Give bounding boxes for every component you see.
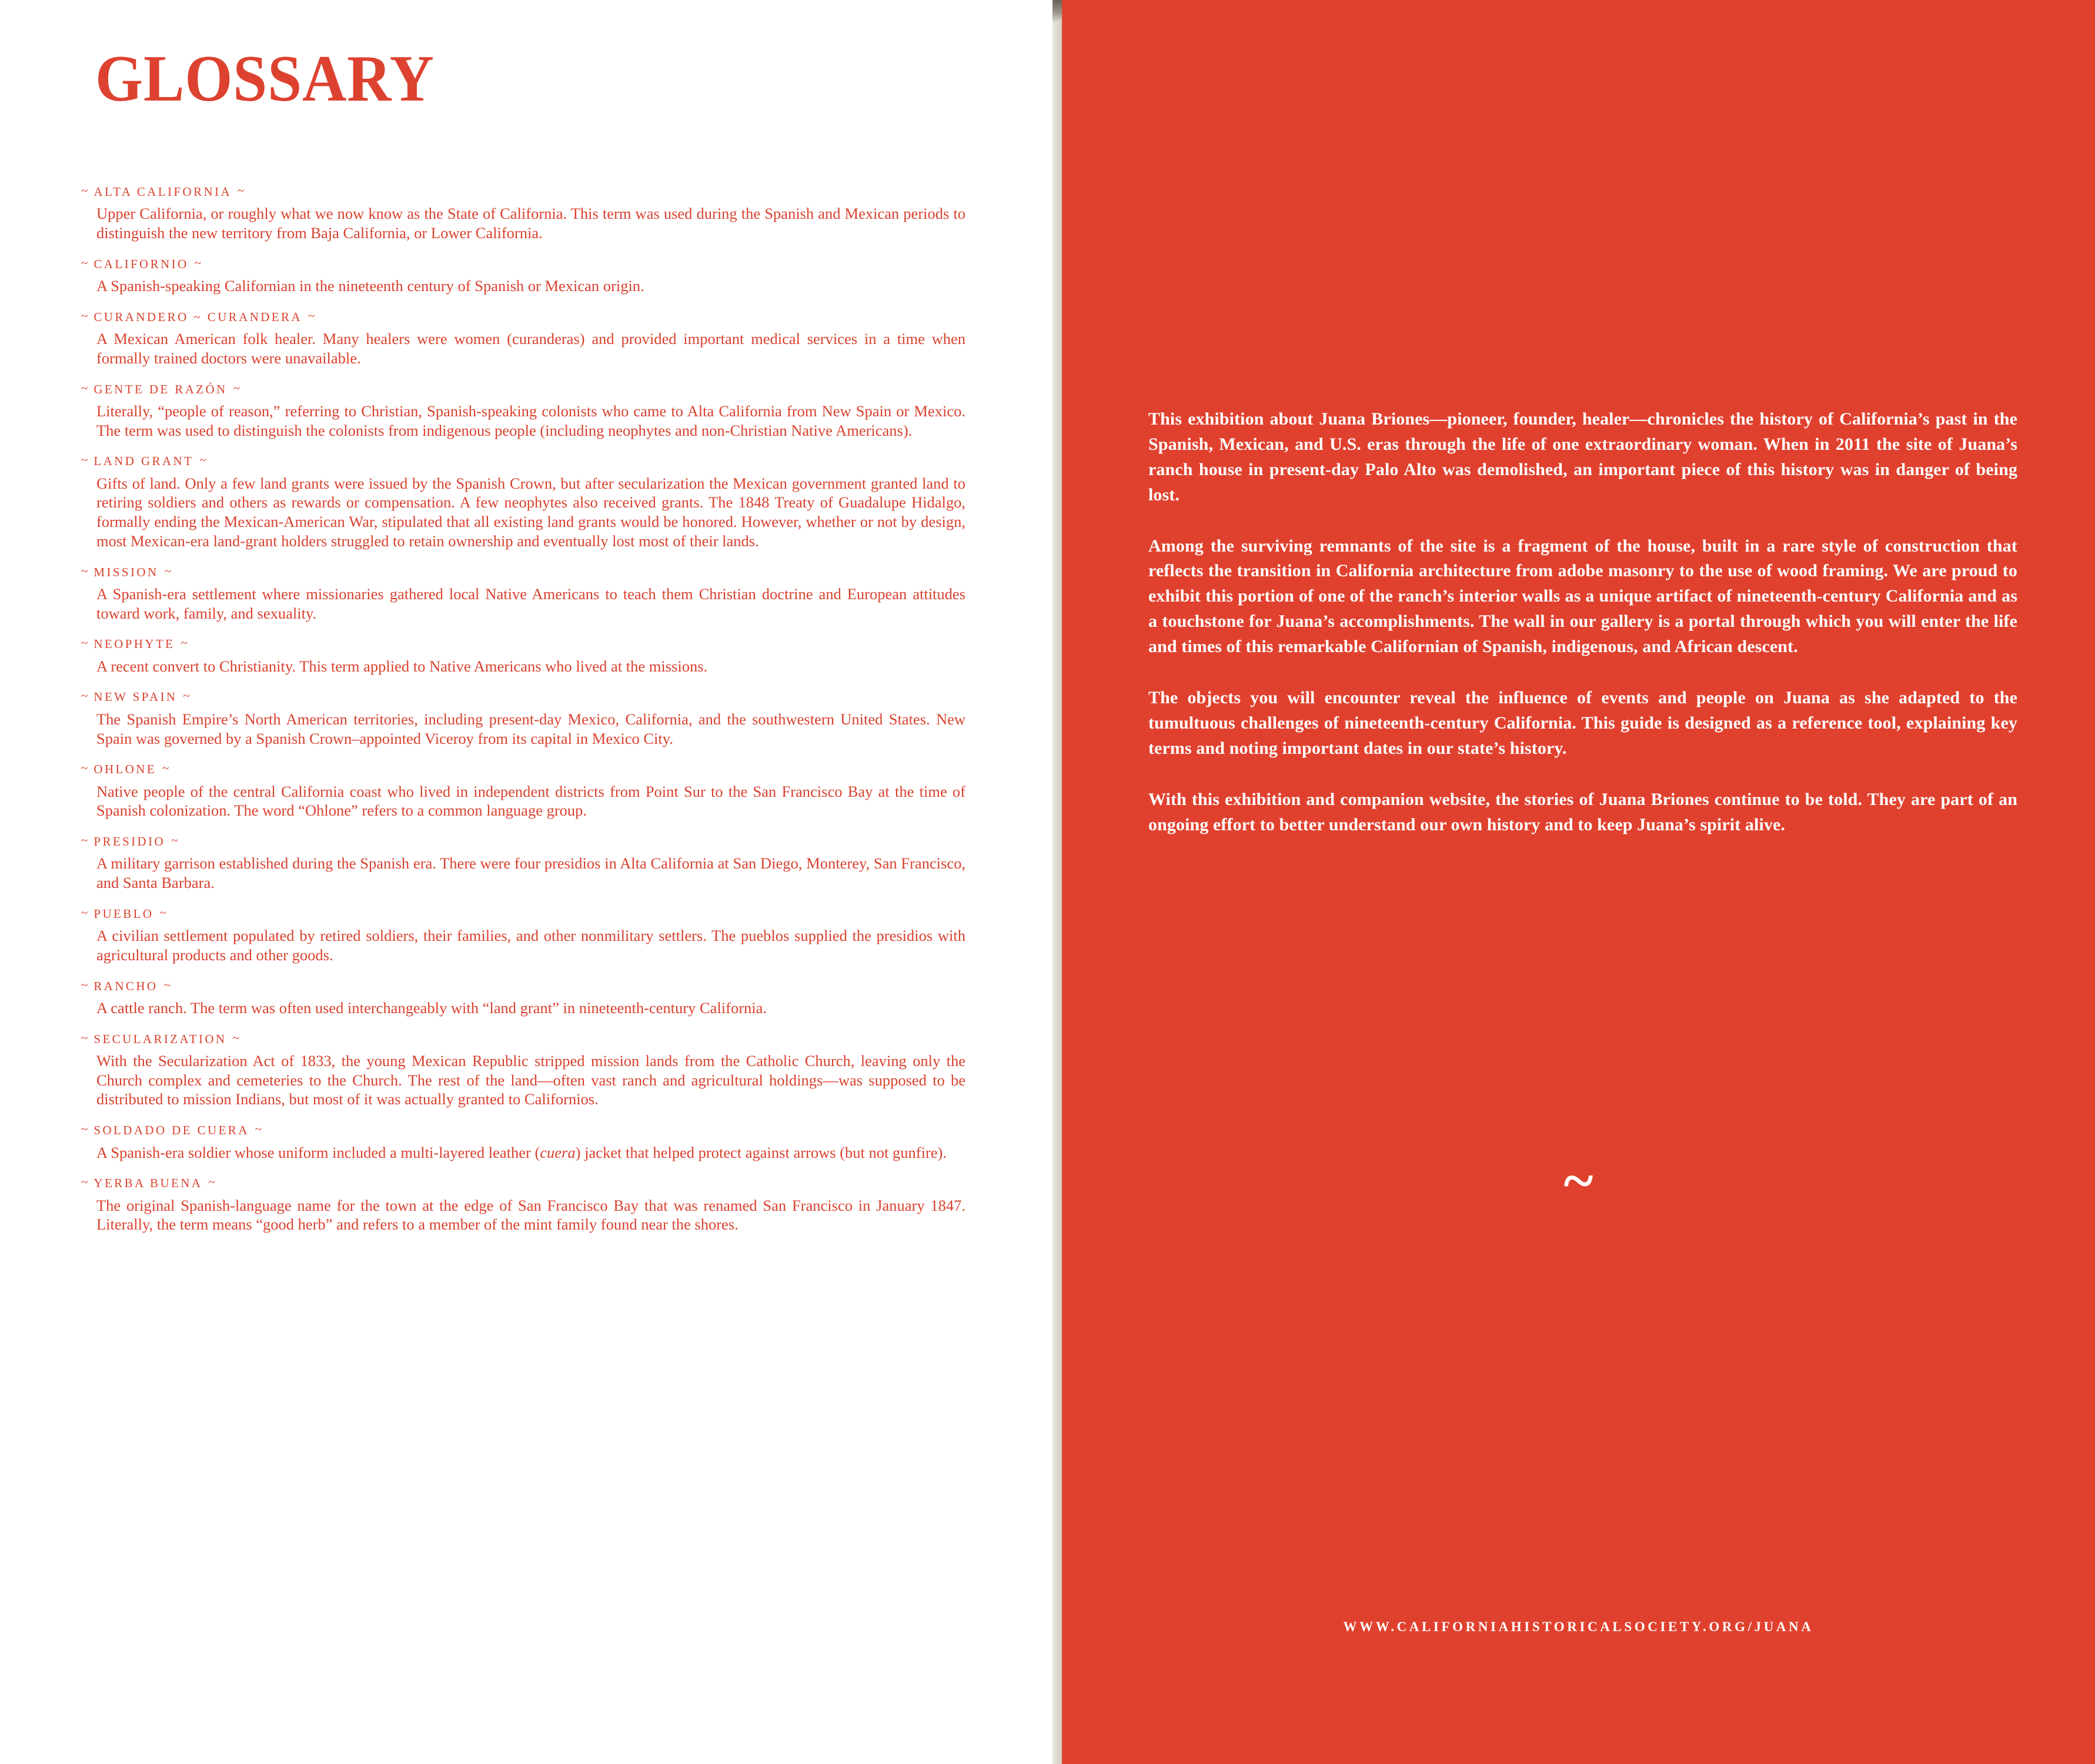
glossary-definition: A civilian settlement populated by retired soldiers, their families, and other nonmilitary settlers. The pueblos supplied the presidios with agricultural products and other goods.	[96, 927, 965, 964]
tilde-icon: ~	[81, 1122, 88, 1137]
tilde-icon: ~	[208, 1175, 215, 1190]
glossary-term-label: NEOPHYTE	[93, 637, 175, 652]
website-url[interactable]: WWW.CALIFORNIAHISTORICALSOCIETY.ORG/JUANA	[1343, 1619, 1814, 1634]
glossary-definition: Literally, “people of reason,” referring to Christian, Spanish-speaking colonists who came to Alta California from New Spain or Mexico. The term was used to distinguish the colonists from indigenous people (including neophytes and non-Christian Native Americans).	[96, 402, 965, 439]
tilde-icon: ~	[194, 255, 201, 270]
tilde-icon: ~	[233, 380, 240, 395]
tilde-icon: ~	[81, 183, 88, 198]
gutter-top-shadow	[1052, 0, 1062, 22]
glossary-term-label: RANCHO	[93, 978, 158, 993]
glossary-term-label: SECULARIZATION	[93, 1031, 227, 1046]
glossary-term	[81, 381, 982, 397]
introduction-page	[1062, 0, 2095, 1764]
glossary-definition: A recent convert to Christianity. This term applied to Native Americans who lived at the missions.	[96, 657, 708, 675]
glossary-definition: A cattle ranch. The term was often used interchangeably with “land grant” in nineteenth-century California.	[96, 998, 767, 1017]
glossary-definition: Upper California, or roughly what we now know as the State of California. This term was used during the Spanish and Mexican periods to distinguish the new territory from Baja California, or Lower California.	[96, 205, 965, 242]
tilde-icon: ~	[181, 636, 188, 650]
tilde-icon: ~	[159, 905, 166, 920]
tilde-icon: ~	[171, 833, 178, 848]
tilde-icon: ~	[81, 255, 88, 270]
glossary-entry	[81, 636, 982, 676]
glossary-term-label: PUEBLO	[93, 906, 154, 921]
tilde-icon: ~	[81, 761, 88, 776]
tilde-icon: ~	[162, 761, 169, 776]
glossary-term	[81, 1031, 982, 1047]
glossary-entry	[81, 833, 982, 893]
glossary-term	[81, 1122, 982, 1138]
glossary-term	[81, 564, 982, 580]
glossary-definition: The original Spanish-language name for the town at the edge of San Francisco Bay that was renamed San Francisco in January 1847. Literally, the term means “good herb” and refers to a member of the mint family found near the shores.	[96, 1196, 965, 1234]
glossary-definition: Native people of the central California coast who lived in independent districts from Point Sur to the San Francisco Bay at the time of Spanish colonization. The word “Ohlone” refers to a common language group.	[96, 782, 965, 820]
tilde-icon: ~	[199, 453, 206, 467]
tilde-icon: ~	[163, 977, 171, 992]
tilde-icon: ~	[232, 1030, 239, 1045]
glossary-entry	[81, 761, 982, 820]
tilde-icon: ~	[238, 183, 245, 198]
glossary-term-label: YERBA BUENA	[93, 1176, 203, 1191]
glossary-definition: A military garrison established during the Spanish era. There were four presidios in Alta California at San Diego, Monterey, San Francisco, and Santa Barbara.	[96, 854, 965, 892]
introduction-text	[1148, 407, 2017, 837]
tilde-icon: ~	[81, 563, 88, 578]
glossary-entry	[81, 906, 982, 965]
glossary-entry	[81, 689, 982, 748]
glossary-definition: Gifts of land. Only a few land grants were issued by the Spanish Crown, but after secularization the Mexican government granted land to retiring soldiers and others as rewards or compensation. A few neophytes also received grants. The 1848 Treaty of Guadalupe Hidalgo, formally ending the Mexican-American War, stipulated that all existing land grants would be honored. However, whether or not by design, most Mexican-era land-grant holders struggled to retain ownership and eventually lost most of their lands.	[96, 474, 965, 550]
tilde-icon: ~	[255, 1122, 262, 1137]
glossary-term	[81, 689, 982, 705]
glossary-entry	[81, 978, 982, 1018]
glossary-term	[81, 833, 982, 850]
glossary-term	[81, 761, 982, 777]
glossary-entry-list	[81, 183, 982, 1247]
tilde-icon: ~	[81, 977, 88, 992]
glossary-term-label: CURANDERO ~ CURANDERA	[93, 309, 302, 324]
introduction-paragraph: Among the surviving remnants of the site is a fragment of the house, built in a rare style of construction that reflects the transition in California architecture from adobe masonry to the use of wood framing. We are proud to exhibit this portion of one of the ranch’s interior walls as a unique artifact of nineteenth-century California and as a touchstone for Juana’s accomplishments. The wall in our gallery is a portal through which you will enter the life and times of this remarkable Californian of Spanish, indigenous, and African descent.	[1148, 536, 2017, 657]
glossary-term-label: NEW SPAIN	[93, 690, 178, 704]
glossary-entry	[81, 309, 982, 368]
tilde-icon: ~	[183, 689, 190, 703]
glossary-term	[81, 1175, 982, 1191]
introduction-paragraph: This exhibition about Juana Briones—pioneer, founder, healer—chronicles the history of California’s past in the Spanish, Mexican, and U.S. eras through the life of one extraordinary woman. When in 2011 the site of Juana’s ranch house in present-day Palo Alto was demolished, an important piece of this history was in danger of being lost.	[1148, 409, 2017, 505]
glossary-definition: A Spanish-speaking Californian in the nineteenth century of Spanish or Mexican origin.	[96, 277, 644, 295]
introduction-paragraph: The objects you will encounter reveal the influence of events and people on Juana as she adapted to the tumultuous challenges of nineteenth-century California. This guide is designed as a reference tool, explaining key terms and noting important dates in our state’s history.	[1148, 688, 2017, 758]
tilde-icon: ~	[81, 636, 88, 650]
glossary-definition-italic-term: cuera	[540, 1143, 576, 1161]
glossary-term-label: SOLDADO DE CUERA	[93, 1123, 249, 1138]
glossary-entry	[81, 183, 982, 243]
tilde-icon: ~	[308, 308, 315, 323]
glossary-term	[81, 453, 982, 469]
glossary-term	[81, 183, 982, 200]
glossary-entry	[81, 256, 982, 296]
glossary-definition: The Spanish Empire’s North American territories, including present-day Mexico, California, and the southwestern United States. New Spain was governed by a Spanish Crown–appointed Viceroy from its capital in Mexico City.	[96, 710, 965, 747]
page-gutter	[1052, 0, 1062, 1764]
glossary-term	[81, 636, 982, 652]
tilde-icon: ~	[81, 1030, 88, 1045]
tilde-ornament-icon: ~	[1563, 1149, 1593, 1212]
glossary-entry	[81, 1031, 982, 1110]
glossary-definition: A Mexican American folk healer. Many healers were women (curanderas) and provided important medical services in a time when formally trained doctors were unavailable.	[96, 330, 965, 367]
tilde-icon: ~	[81, 905, 88, 920]
glossary-term	[81, 906, 982, 922]
glossary-definition: A Spanish-era settlement where missionaries gathered local Native Americans to teach them Christian doctrine and European attitudes toward work, family, and sexuality.	[96, 584, 965, 622]
glossary-entry	[81, 564, 982, 623]
glossary-term-label: ALTA CALIFORNIA	[93, 185, 232, 199]
tilde-icon: ~	[81, 380, 88, 395]
tilde-icon: ~	[81, 1175, 88, 1190]
glossary-term-label: OHLONE	[93, 762, 157, 777]
page-title: GLOSSARY	[95, 42, 435, 115]
glossary-term	[81, 256, 982, 272]
glossary-definition: A Spanish-era soldier whose uniform included a multi-layered leather (cuera) jacket that helped protect against arrows (but not gunfire).	[96, 1143, 947, 1161]
tilde-icon: ~	[81, 689, 88, 703]
glossary-term	[81, 978, 982, 994]
glossary-entry	[81, 381, 982, 440]
glossary-term-label: MISSION	[93, 564, 159, 579]
glossary-term-label: PRESIDIO	[93, 834, 166, 849]
glossary-term-label: CALIFORNIO	[93, 256, 189, 271]
glossary-definition: With the Secularization Act of 1833, the young Mexican Republic stripped mission lands from the Catholic Church, leaving only the Church complex and cemeteries to the Church. The rest of the land—often vast ranch and agricultural holdings—was supposed to be distributed to mission Indians, but most of it was actually granted to Californios.	[96, 1052, 965, 1108]
tilde-icon: ~	[81, 308, 88, 323]
glossary-entry	[81, 1175, 982, 1234]
introduction-paragraph: With this exhibition and companion website, the stories of Juana Briones continue to be told. They are part of an ongoing effort to better understand our own history and to keep Juana’s spirit alive.	[1148, 789, 2017, 834]
tilde-icon: ~	[81, 453, 88, 467]
glossary-entry	[81, 1122, 982, 1162]
tilde-icon: ~	[164, 563, 171, 578]
glossary-term	[81, 309, 982, 325]
tilde-icon: ~	[81, 833, 88, 848]
glossary-term-label: LAND GRANT	[93, 454, 194, 469]
glossary-entry	[81, 453, 982, 550]
glossary-term-label: GENTE DE RAZÓN	[93, 382, 228, 396]
